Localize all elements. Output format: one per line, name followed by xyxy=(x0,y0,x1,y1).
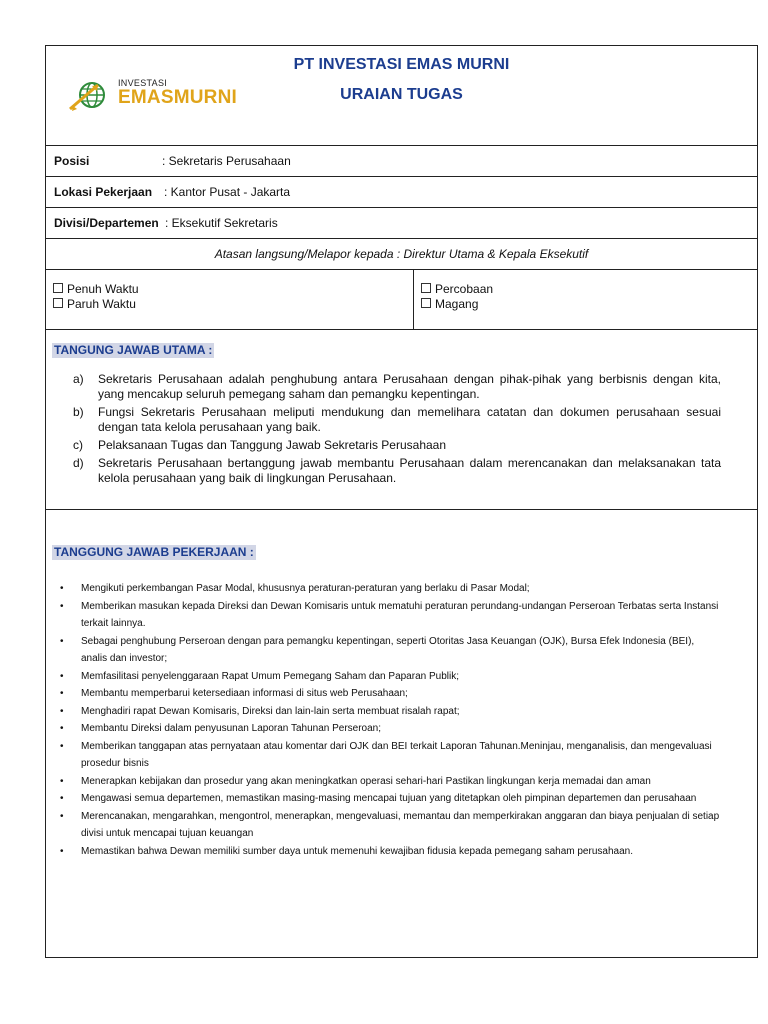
employment-column-left xyxy=(46,270,414,329)
option-probation[interactable]: Percobaan xyxy=(421,282,757,297)
bullet-icon: • xyxy=(60,793,64,804)
bullet-icon: • xyxy=(60,740,64,752)
main-responsibility-heading: TANGUNG JAWAB UTAMA : xyxy=(54,343,213,357)
list-item-text: Menerapkan kebijakan dan prosedur yang akan meningkatkan operasi sehari-hari Pastikan lingkungan kerja memadai dan aman xyxy=(81,775,651,787)
bullet-icon: • xyxy=(60,670,64,682)
logo-brand-text: EMASMURNI xyxy=(118,87,237,108)
list-item-text: Fungsi Sekretaris Perusahaan meliputi mendukung dan memelihara catatan dan dokumen perusahaan sesuai dengan tata kelola perusahaan yang baik. xyxy=(98,405,721,434)
logo-small-text: INVESTASI xyxy=(118,78,168,88)
location-row xyxy=(46,177,757,208)
list-item xyxy=(58,703,721,721)
employment-column-right xyxy=(414,270,757,329)
list-item xyxy=(58,720,721,738)
list-item xyxy=(58,843,721,861)
option-internship[interactable]: Magang xyxy=(421,297,757,312)
option-full-time[interactable]: Penuh Waktu xyxy=(53,282,413,297)
list-item xyxy=(73,456,721,486)
location-value: : Kantor Pusat - Jakarta xyxy=(164,185,291,199)
checkbox-icon[interactable] xyxy=(421,283,431,293)
list-item xyxy=(58,598,721,633)
position-value: : Sekretaris Perusahaan xyxy=(162,154,291,168)
list-item-text: Pelaksanaan Tugas dan Tanggung Jawab Sekretaris Perusahaan xyxy=(98,438,447,452)
employment-type-row xyxy=(46,270,757,330)
bullet-icon: • xyxy=(60,600,64,612)
list-item-text: Mengikuti perkembangan Pasar Modal, khususnya peraturan-peraturan yang berlaku di Pasar Modal; xyxy=(81,583,530,594)
list-item-text: Membantu memperbarui ketersediaan informasi di situs web Perusahaan; xyxy=(81,688,408,699)
main-responsibility-list xyxy=(73,372,721,489)
list-item-marker: a) xyxy=(73,372,84,386)
location-label: Lokasi Pekerjaan xyxy=(54,185,153,199)
list-item xyxy=(58,580,721,598)
list-item xyxy=(73,372,721,402)
document-header xyxy=(46,46,757,146)
bullet-icon: • xyxy=(60,845,64,857)
bullet-icon: • xyxy=(60,583,64,594)
division-value: : Eksekutif Sekretaris xyxy=(165,216,278,230)
job-description-document xyxy=(45,45,758,958)
option-part-time[interactable]: Paruh Waktu xyxy=(53,297,413,312)
list-item-text: Sekretaris Perusahaan adalah penghubung antara Perusahaan dengan pihak-pihak yang berbisnis dengan kita, yang mencakup seluruh pemegang saham dan pemangku kepentingan. xyxy=(98,372,721,401)
list-item-text: Memastikan bahwa Dewan memiliki sumber daya untuk memenuhi kewajiban fidusia kepada pemegang saham perusahaan. xyxy=(81,845,633,857)
list-item xyxy=(58,738,721,773)
main-responsibility-section xyxy=(46,330,757,510)
division-label: Divisi/Departemen xyxy=(54,216,159,230)
job-responsibility-heading: TANGGUNG JAWAB PEKERJAAN : xyxy=(54,545,254,559)
bullet-icon: • xyxy=(60,810,64,822)
bullet-icon: • xyxy=(60,688,64,699)
division-row xyxy=(46,208,757,239)
supervisor-row: Atasan langsung/Melapor kepada : Direktur Utama & Kepala Eksekutif xyxy=(46,239,757,270)
list-item-text: Sekretaris Perusahaan bertanggung jawab membantu Perusahaan dalam merencanakan dan melaksanakan tata kelola perusahaan yang baik di lingkungan Perusahaan. xyxy=(98,456,721,485)
checkbox-icon[interactable] xyxy=(53,283,63,293)
job-responsibility-section xyxy=(46,510,757,957)
bullet-icon: • xyxy=(60,705,64,717)
list-item-text: Memberikan tanggapan atas pernyataan atau komentar dari OJK dan BEI terkait Laporan Tahunan.Meninjau, menganalisis, dan mengevaluasi prosedur bisnis xyxy=(81,740,712,769)
list-item xyxy=(58,790,721,808)
bullet-icon: • xyxy=(60,723,64,734)
position-label: Posisi xyxy=(54,154,90,168)
company-name: PT INVESTASI EMAS MURNI xyxy=(293,56,510,73)
checkbox-icon[interactable] xyxy=(421,298,431,308)
list-item-marker: b) xyxy=(73,405,84,419)
list-item-marker: d) xyxy=(73,456,84,470)
list-item-marker: c) xyxy=(73,438,83,452)
job-responsibility-list xyxy=(58,580,721,860)
list-item xyxy=(73,405,721,435)
list-item-text: Memberikan masukan kepada Direksi dan Dewan Komisaris untuk mematuhi peraturan perundang-undangan Perseroan Terbatas serta Instansi terkait lainnya. xyxy=(81,600,719,629)
bullet-icon: • xyxy=(60,635,64,647)
list-item-text: Membantu Direksi dalam penyusunan Laporan Tahunan Perseroan; xyxy=(81,723,382,734)
list-item xyxy=(58,633,721,668)
list-item xyxy=(58,685,721,703)
list-item xyxy=(73,438,721,453)
bullet-icon: • xyxy=(60,775,64,787)
document-title: URAIAN TUGAS xyxy=(340,86,463,103)
list-item-text: Mengawasi semua departemen, memastikan masing-masing mencapai tujuan yang ditetapkan oleh pimpinan departemen dan perusahaan xyxy=(81,793,697,804)
list-item-text: Merencanakan, mengarahkan, mengontrol, menerapkan, mengevaluasi, memantau dan memperkirakan anggaran dan biaya penjualan di setiap divisi untuk mencapai tujuan keuangan xyxy=(81,810,720,839)
list-item xyxy=(58,808,721,843)
list-item xyxy=(58,668,721,686)
position-row xyxy=(46,146,757,177)
list-item-text: Memfasilitasi penyelenggaraan Rapat Umum Pemegang Saham dan Paparan Publik; xyxy=(81,670,459,682)
list-item-text: Sebagai penghubung Perseroan dengan para pemangku kepentingan, seperti Otoritas Jasa Keuangan (OJK), Bursa Efek Indonesia (BEI), analis dan investor; xyxy=(81,635,695,664)
list-item xyxy=(58,773,721,791)
checkbox-icon[interactable] xyxy=(53,298,63,308)
list-item-text: Menghadiri rapat Dewan Komisaris, Direksi dan lain-lain serta membuat risalah rapat; xyxy=(81,705,460,717)
